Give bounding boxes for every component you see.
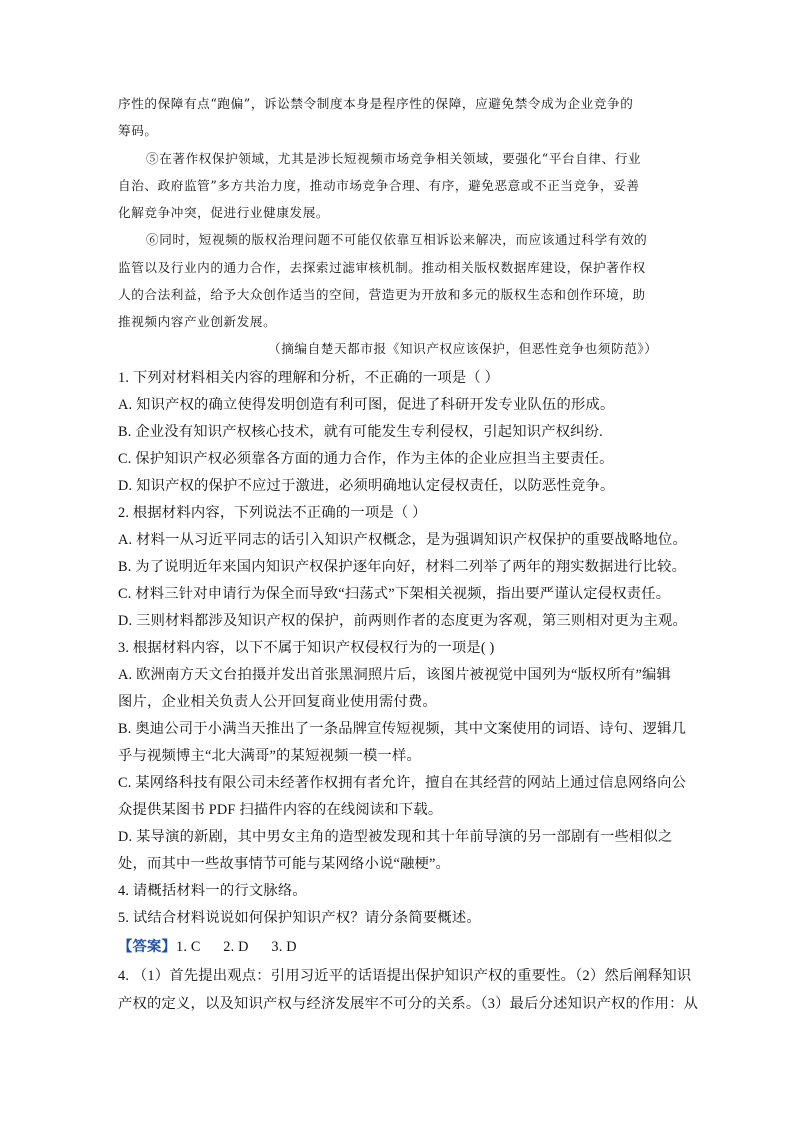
question-1-option-b: B. 企业没有知识产权核心技术，就有可能发生专利侵权，引起知识产权纠纷.: [118, 424, 603, 440]
question-3-option-a-line1: A. 欧洲南方天文台拍摄并发出首张黑洞照片后，该图片被视觉中国列为“版权所有”编辑: [118, 667, 672, 683]
answer-tag: 【答案】: [118, 939, 176, 955]
question-2-option-a: A. 材料一从习近平同志的话引入知识产权概念，是为强调知识产权保护的重要战略地位。: [118, 532, 687, 548]
question-3-option-c-line2: 众提供某图书 PDF 扫描件内容的在线阅读和下载。: [118, 802, 443, 818]
question-3-option-a-line2: 图片，企业相关负责人公开回复商业使用需付费。: [118, 694, 437, 710]
answer-q4-line2: 产权的定义，以及知识产权与经济发展牢不可分的关系。（3）最后分述知识产权的作用：从: [118, 996, 699, 1012]
question-4: 4. 请概括材料一的行文脉络。: [118, 883, 307, 899]
question-3-option-d-line2: 处，而其中一些故事情节可能与某网络小说“融梗”。: [118, 856, 451, 872]
article-para5-line2: 自治、政府监管”多方共治力度，推动市场竞争合理、有序，避免恶意或不正当竞争，妥善: [118, 178, 640, 193]
question-1-option-a: A. 知识产权的确立使得发明创造有利可图，促进了科研开发专业队伍的形成。: [118, 397, 615, 413]
question-1-stem: 1. 下列对材料相关内容的理解和分析，不正确的一项是（ ）: [118, 370, 500, 386]
question-3-option-b-line1: B. 奥迪公司于小满当天推出了一条品牌宣传短视频，其中文案使用的词语、诗句、逻辑几: [118, 721, 687, 737]
question-2-option-b: B. 为了说明近年来国内知识产权保护逐年向好，材料二列举了两年的翔实数据进行比较。: [118, 559, 687, 575]
question-5: 5. 试结合材料说说如何保护知识产权？请分条简要概述。: [118, 910, 481, 926]
question-2-option-c: C. 材料三针对申请行为保全而导致“扫荡式”下架相关视频，指出要严谨认定侵权责任。: [118, 586, 671, 602]
question-1-option-c: C. 保护知识产权必须靠各方面的通力合作，作为主体的企业应担当主要责任。: [118, 451, 614, 467]
article-para4-line2: 筹码。: [118, 123, 158, 138]
article-para6-line1: ⑥同时，短视频的版权治理问题不可能仅依靠互相诉讼来解决，而应该通过科学有效的: [146, 232, 648, 247]
article-para4-line1: 序性的保障有点“跑偏”，诉讼禁令制度本身是程序性的保障，应避免禁令成为企业竞争的: [118, 96, 634, 111]
answer-choices: 1. C 2. D 3. D: [176, 939, 297, 955]
article-para6-line3: 人的合法利益，给予大众创作适当的空间，营造更为开放和多元的版权生态和创作环境，助: [118, 287, 646, 302]
question-3-option-d-line1: D. 某导演的新剧，其中男女主角的造型被发现和其十年前导演的另一部剧有一些相似之: [118, 829, 673, 845]
article-para5-line3: 化解竞争冲突，促进行业健康发展。: [118, 205, 330, 220]
article-source: （摘编自楚天都市报《知识产权应该保护，但恶性竞争也须防范》）: [268, 341, 658, 356]
article-para5-line1: ⑤在著作权保护领域，尤其是涉长短视频市场竞争相关领域，要强化“平台自律、行业: [146, 151, 642, 166]
question-1-option-d: D. 知识产权的保护不应过于激进，必须明确地认定侵权责任，以防恶性竞争。: [118, 478, 615, 494]
question-3-option-c-line1: C. 某网络科技有限公司未经著作权拥有者允许，擅自在其经营的网站上通过信息网络向公: [118, 775, 687, 791]
answer-line: [118, 940, 297, 954]
question-3-stem: 3. 根据材料内容，以下不属于知识产权侵权行为的一项是( ): [118, 640, 495, 656]
question-2-stem: 2. 根据材料内容，下列说法不正确的一项是（ ）: [118, 505, 427, 521]
answer-q4-line1: 4. （1）首先提出观点：引用习近平的话语提出保护知识产权的重要性。（2）然后阐释知识: [118, 968, 692, 984]
article-para6-line2: 监管以及行业内的通力合作，去探索过滤审核机制。推动相关版权数据库建设，保护著作权: [118, 260, 646, 275]
question-2-option-d: D. 三则材料都涉及知识产权的保护，前两则作者的态度更为客观，第三则相对更为主观。: [118, 613, 687, 629]
question-3-option-b-line2: 乎与视频博主“北大满哥”的某短视频一模一样。: [118, 748, 422, 764]
article-para6-line4: 推视频内容产业创新发展。: [118, 314, 277, 329]
